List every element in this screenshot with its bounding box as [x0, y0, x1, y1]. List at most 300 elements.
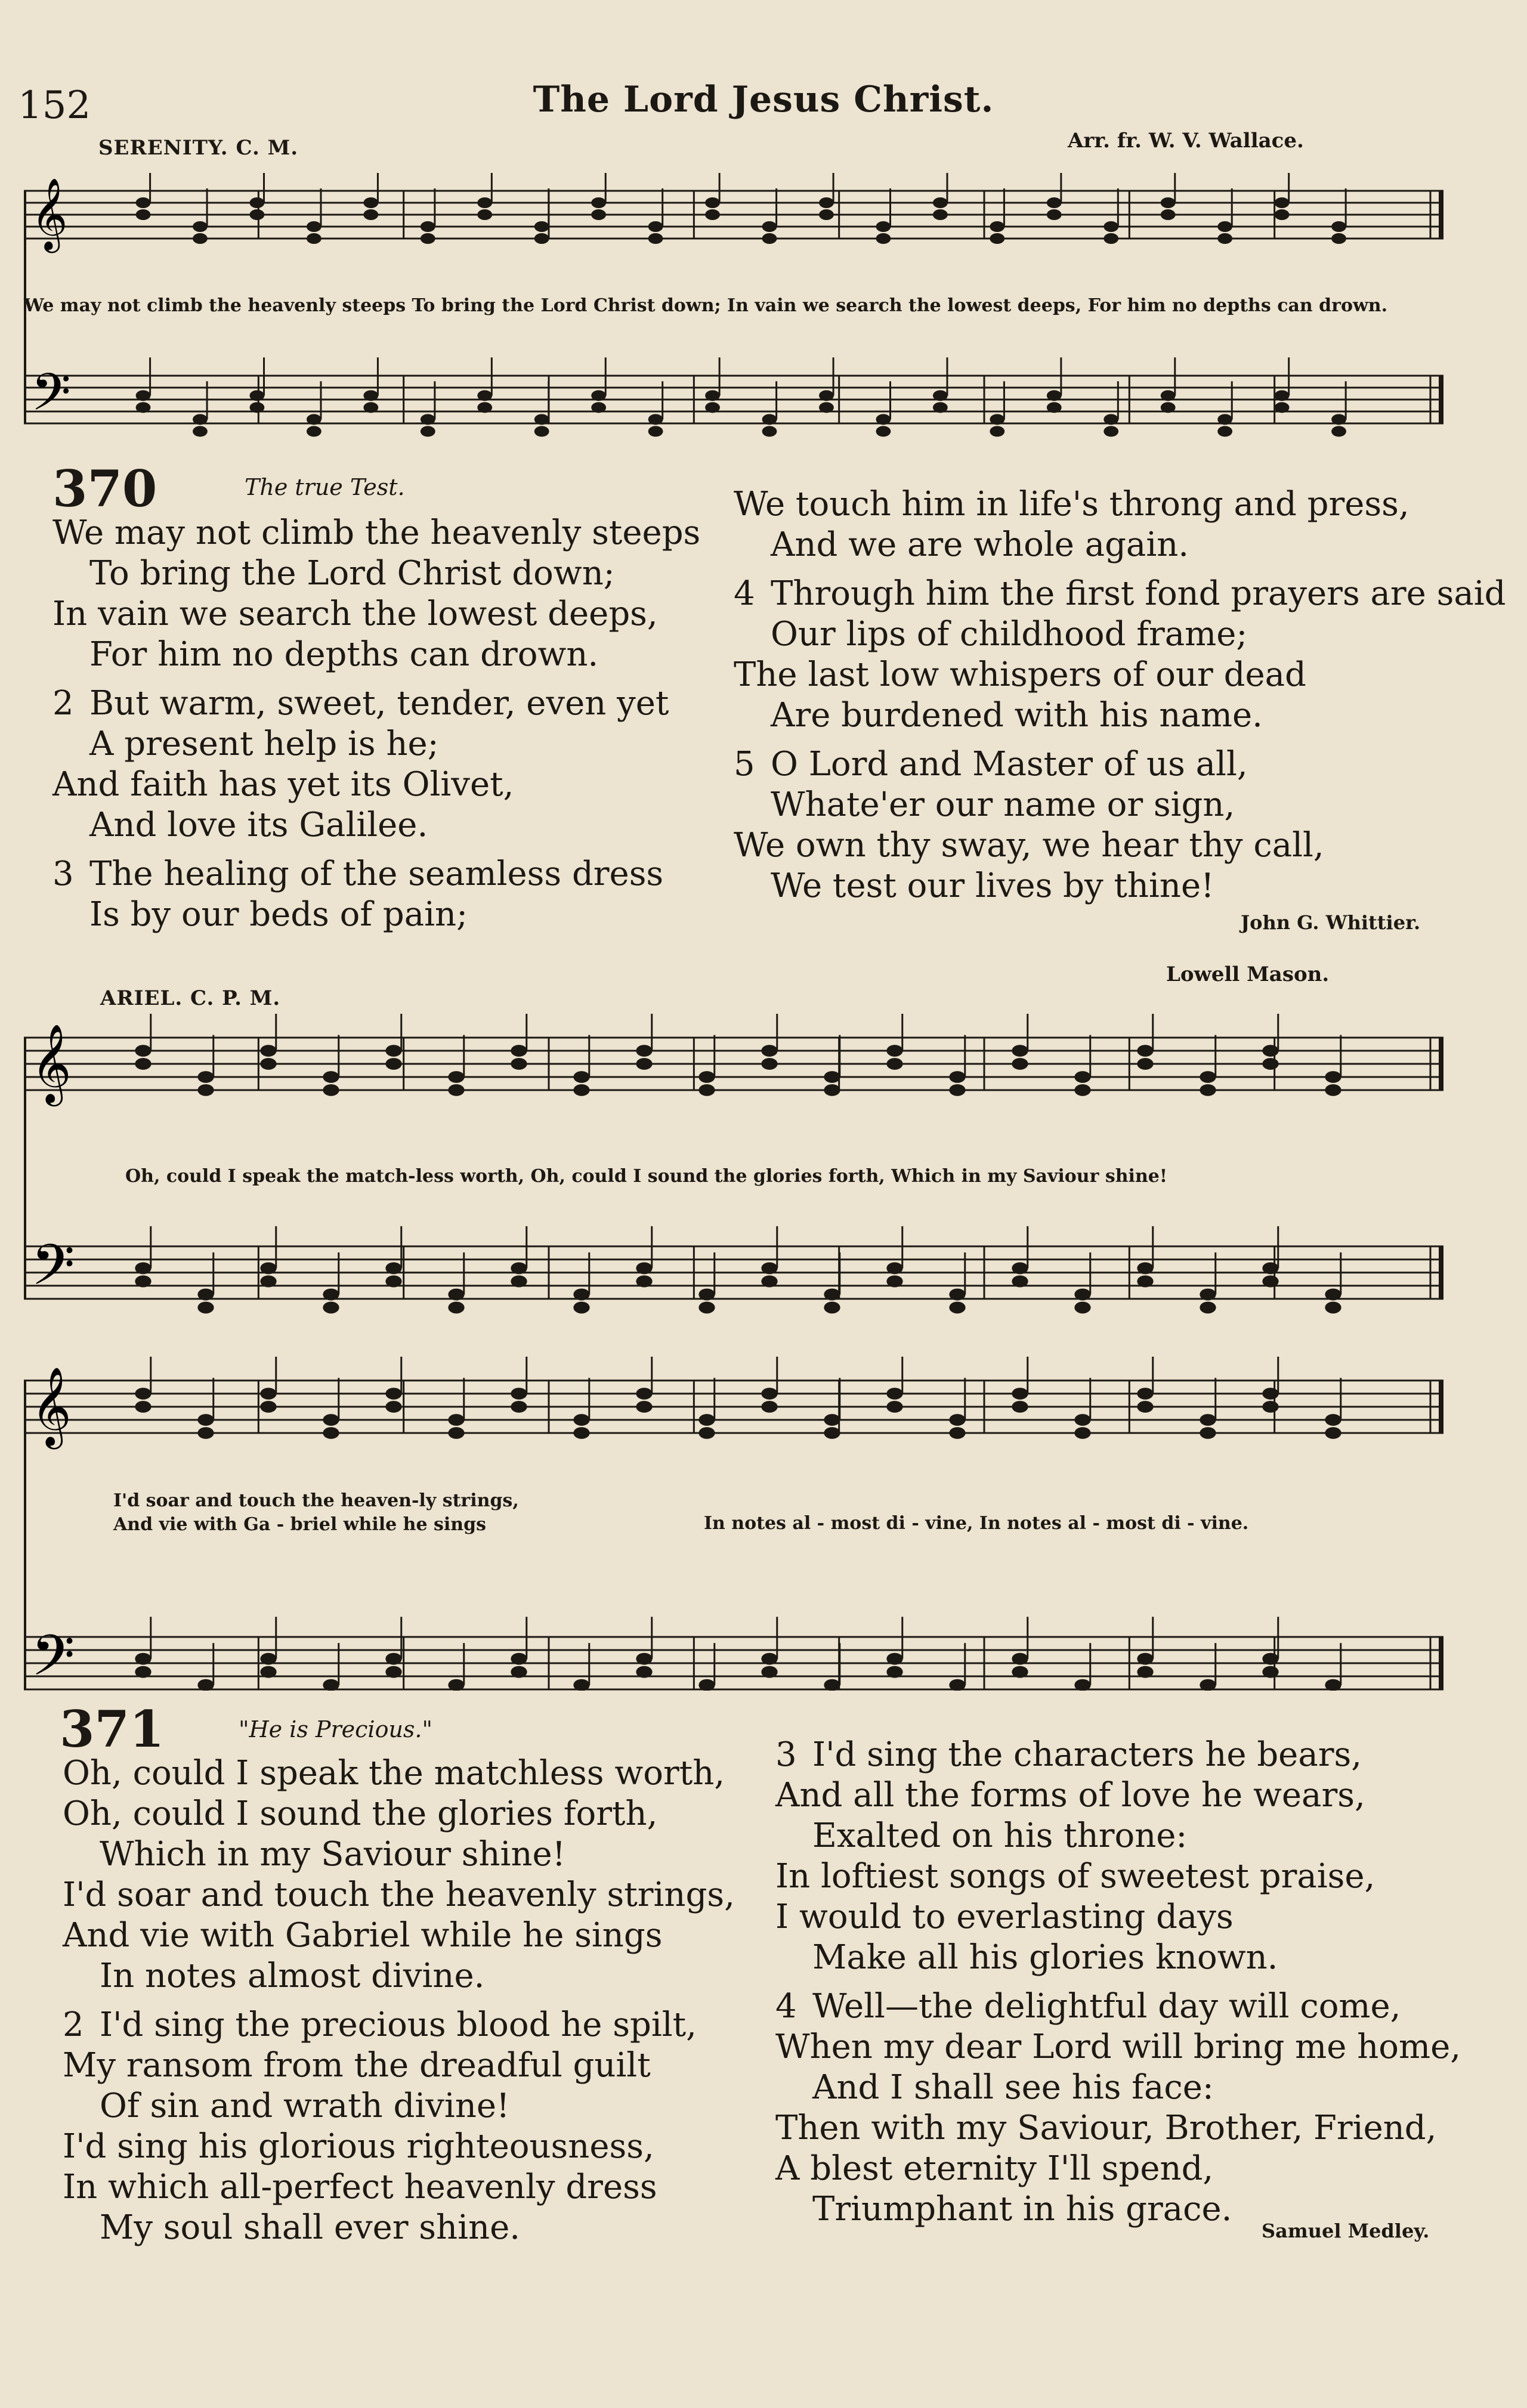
note-head [1275, 402, 1290, 413]
note-head [135, 1058, 151, 1070]
note-head [260, 1666, 276, 1678]
note-head [534, 221, 549, 232]
note-head [1325, 1289, 1341, 1301]
verse-line [734, 574, 1506, 614]
note-head [385, 1045, 401, 1057]
note-head [323, 1414, 339, 1426]
note-head [1161, 390, 1176, 401]
note-head [573, 1679, 589, 1691]
note-head [1217, 414, 1232, 425]
verse-line-text: In notes almost divine. [100, 1957, 485, 1995]
note-head [591, 209, 606, 220]
note-head [1074, 1302, 1090, 1314]
note-head [1217, 233, 1232, 244]
note-head [1047, 402, 1062, 413]
note-head [705, 209, 720, 220]
note-head [363, 390, 378, 401]
note-head [260, 1058, 276, 1070]
hymn-number-371: 371 [60, 1700, 165, 1759]
note-head [135, 1653, 151, 1665]
note-head [323, 1289, 339, 1301]
note-head [448, 1427, 464, 1439]
verse-line-text: When my dear Lord will bring me home, [775, 2028, 1461, 2066]
music-system-ariel-2 [24, 1357, 1443, 1691]
note-head [949, 1302, 965, 1314]
verse-line-text: And vie with Gabriel while he sings [63, 1916, 663, 1955]
note-head [1074, 1414, 1090, 1426]
note-head [448, 1302, 464, 1314]
verse-line [734, 484, 1506, 525]
verse-line [52, 594, 700, 635]
note-head [819, 402, 834, 413]
note-head [876, 233, 891, 244]
tune-composer-wallace: Arr. fr. W. V. Wallace. [1068, 129, 1304, 153]
note-head [323, 1302, 339, 1314]
note-head [573, 1071, 589, 1083]
note-head [762, 233, 777, 244]
tune-name-ariel: ARIEL. C. P. M. [100, 986, 281, 1010]
note-head [819, 197, 834, 208]
verse-line-text: Which in my Saviour shine! [100, 1835, 566, 1874]
note-head [1275, 197, 1290, 208]
note-head [648, 426, 663, 437]
verse-line [63, 1956, 735, 1997]
note-head [886, 1388, 902, 1400]
verse-line-text: To bring the Lord Christ down; [89, 554, 615, 593]
note-head [363, 402, 378, 413]
note-head [886, 1058, 902, 1070]
note-head [762, 426, 777, 437]
verse-line [775, 1775, 1461, 1816]
verse-line-text: For him no depths can drown. [89, 635, 599, 674]
note-head [1262, 1388, 1278, 1400]
note-head [1047, 197, 1062, 208]
note-head [876, 414, 891, 425]
note-head [363, 197, 378, 208]
note-head [1325, 1679, 1341, 1691]
note-head [307, 414, 322, 425]
verse-line [63, 1834, 735, 1875]
verse-line [734, 825, 1506, 866]
hymn-370-author: John G. Whittier. [1241, 911, 1421, 934]
note-head [591, 390, 606, 401]
note-head [1074, 1289, 1090, 1301]
note-head [1161, 209, 1176, 220]
hymn-subtitle-370: The true Test. [245, 474, 405, 500]
verse-line [775, 1816, 1461, 1856]
note-head [1262, 1058, 1278, 1070]
verse-line-text: And all the forms of love he wears, [775, 1776, 1365, 1815]
note-head [260, 1276, 276, 1287]
note-head [1275, 209, 1290, 220]
note-head [990, 414, 1004, 425]
note-head [1161, 197, 1176, 208]
verse-line [63, 2167, 735, 2208]
verse-line [63, 2127, 735, 2167]
note-head [136, 197, 151, 208]
note-head [1262, 1653, 1278, 1665]
verse-line [52, 683, 700, 724]
verse-line [775, 2108, 1461, 2149]
note-head [1325, 1302, 1341, 1314]
note-head [1103, 426, 1118, 437]
note-head [876, 221, 891, 232]
stanza-number: 3 [52, 855, 74, 893]
note-head [1325, 1427, 1341, 1439]
note-head [1137, 1058, 1153, 1070]
note-head [648, 414, 663, 425]
note-head [250, 390, 265, 401]
verse-line-text: And faith has yet its Olivet, [52, 765, 514, 804]
note-head [636, 1653, 652, 1665]
note-head [1262, 1262, 1278, 1274]
note-head [385, 1388, 401, 1400]
note-head [363, 209, 378, 220]
note-head [385, 1666, 401, 1678]
verse-line [734, 655, 1506, 695]
note-head [824, 1414, 840, 1426]
verse-line-text: Is by our beds of pain; [89, 895, 468, 934]
note-head [636, 1666, 652, 1678]
note-head [591, 197, 606, 208]
note-head [933, 390, 948, 401]
note-head [573, 1427, 589, 1439]
note-head [135, 1262, 151, 1274]
note-head [477, 209, 492, 220]
note-head [1012, 1401, 1028, 1413]
lyric-underlay-ariel-3: In notes al - most di - vine, In notes al - most di - vine. [704, 1513, 1249, 1534]
lyric-line-soar: I'd soar and touch the heaven-ly strings, [113, 1490, 519, 1511]
note-head [1275, 390, 1290, 401]
note-head [698, 1289, 715, 1301]
note-head [1262, 1401, 1278, 1413]
note-head [1103, 414, 1118, 425]
note-head [135, 1388, 151, 1400]
note-head [886, 1276, 902, 1287]
note-head [761, 1058, 777, 1070]
note-head [511, 1653, 527, 1665]
note-head [307, 221, 322, 232]
note-head [573, 1414, 589, 1426]
note-head [135, 1276, 151, 1287]
note-head [698, 1071, 715, 1083]
lyric-underlay-serenity: We may not climb the heavenly steeps To bring the Lord Christ down; In vain we search the lowest deeps, For him no depths can drown. [24, 295, 1388, 316]
note-head [761, 1666, 777, 1678]
note-head [1137, 1262, 1153, 1274]
verse-line-text: The healing of the seamless dress [89, 855, 664, 893]
note-head [1331, 233, 1346, 244]
note-head [307, 233, 322, 244]
hymn-371-right-column [775, 1726, 1461, 2230]
note-head [250, 209, 265, 220]
note-head [136, 402, 151, 413]
note-head [197, 1289, 214, 1301]
note-head [385, 1401, 401, 1413]
verse-line-text: In vain we search the lowest deeps, [52, 595, 658, 633]
hymn-371-author: Samuel Medley. [1262, 2220, 1430, 2242]
note-head [193, 426, 208, 437]
verse-line-text: Oh, could I speak the matchless worth, [63, 1754, 725, 1793]
note-head [477, 197, 492, 208]
note-head [1012, 1653, 1028, 1665]
hymn-number-370: 370 [52, 459, 157, 518]
note-head [886, 1045, 902, 1057]
note-head [949, 1084, 965, 1096]
note-head [511, 1276, 527, 1287]
verse-line-text: The last low whispers of our dead [734, 655, 1306, 694]
verse-line-text: We may not climb the heavenly steeps [52, 513, 701, 552]
note-head [636, 1388, 652, 1400]
note-head [1137, 1401, 1153, 1413]
note-head [511, 1401, 527, 1413]
verse-line [52, 724, 700, 765]
note-head [1262, 1045, 1278, 1057]
note-head [761, 1262, 777, 1274]
verse-line [775, 2067, 1461, 2108]
note-head [448, 1289, 464, 1301]
note-head [705, 197, 720, 208]
note-head [876, 426, 891, 437]
verse-line [734, 785, 1506, 825]
stanza-number: 4 [734, 574, 755, 613]
lyric-line-gabriel: And vie with Ga - briel while he sings [113, 1514, 486, 1535]
verse-line-text: Oh, could I sound the glories forth, [63, 1794, 658, 1833]
note-head [135, 1666, 151, 1678]
treble-clef-icon: 𝄞 [31, 1366, 72, 1446]
note-head [573, 1289, 589, 1301]
verse-line-text: And we are whole again. [771, 525, 1189, 564]
verse-line [52, 854, 700, 895]
note-head [534, 426, 549, 437]
note-head [477, 402, 492, 413]
note-head [1074, 1071, 1090, 1083]
note-head [477, 390, 492, 401]
verse-line [63, 1753, 735, 1794]
verse-line [63, 2005, 735, 2045]
verse-line-text: My ransom from the dreadful guilt [63, 2046, 651, 2085]
verse-line-text: We touch him in life's throng and press, [734, 485, 1409, 524]
note-head [421, 414, 435, 425]
note-head [636, 1045, 652, 1057]
note-head [762, 221, 777, 232]
note-head [197, 1414, 214, 1426]
note-head [1137, 1666, 1153, 1678]
note-head [260, 1401, 276, 1413]
note-head [1200, 1414, 1216, 1426]
verse-line-text: Well—the delightful day will come, [812, 1987, 1401, 2026]
lyric-underlay-ariel-2 [113, 1489, 519, 1537]
note-head [886, 1666, 902, 1678]
note-head [824, 1302, 840, 1314]
verse-line [63, 2045, 735, 2086]
note-head [448, 1414, 464, 1426]
verse-line [775, 1856, 1461, 1897]
note-head [260, 1045, 276, 1057]
note-head [949, 1071, 965, 1083]
verse-line-text: A present help is he; [89, 725, 439, 763]
note-head [135, 1401, 151, 1413]
verse-line [775, 1986, 1461, 2027]
music-system-serenity [24, 173, 1443, 453]
note-head [1161, 402, 1176, 413]
note-head [511, 1666, 527, 1678]
note-head [1012, 1045, 1028, 1057]
note-head [636, 1262, 652, 1274]
note-head [1137, 1653, 1153, 1665]
note-head [511, 1262, 527, 1274]
note-head [323, 1084, 339, 1096]
note-head [136, 390, 151, 401]
verse-line-text: We test our lives by thine! [771, 866, 1214, 905]
verse-line-text: I'd sing his glorious righteousness, [63, 2127, 654, 2166]
note-head [1262, 1666, 1278, 1678]
note-head [1047, 390, 1062, 401]
verse-line [52, 635, 700, 675]
verse-line-text: But warm, sweet, tender, even yet [89, 684, 669, 723]
verse-line [63, 2208, 735, 2248]
verse-line [734, 695, 1506, 736]
verse-line [52, 805, 700, 846]
verse-line-text: And love its Galilee. [89, 806, 428, 844]
note-head [193, 233, 208, 244]
note-head [1012, 1276, 1028, 1287]
note-head [193, 221, 208, 232]
note-head [1200, 1679, 1216, 1691]
lyric-underlay-ariel-1: Oh, could I speak the match-less worth, Oh, could I sound the glories forth, Which in my Saviour shine! [125, 1166, 1168, 1187]
verse-line-text: In which all-perfect heavenly dress [63, 2168, 657, 2206]
note-head [933, 402, 948, 413]
hymn-370-right-column [734, 484, 1506, 906]
note-head [636, 1401, 652, 1413]
note-head [197, 1084, 214, 1096]
note-head [511, 1388, 527, 1400]
note-head [250, 402, 265, 413]
note-head [385, 1276, 401, 1287]
note-head [1217, 221, 1232, 232]
note-head [636, 1058, 652, 1070]
tune-name-serenity: SERENITY. C. M. [98, 136, 299, 160]
running-head: The Lord Jesus Christ. [533, 79, 994, 120]
note-head [824, 1427, 840, 1439]
note-head [1137, 1276, 1153, 1287]
note-head [949, 1289, 965, 1301]
note-head [1325, 1084, 1341, 1096]
hymn-370-left-column [52, 513, 700, 935]
note-head [648, 233, 663, 244]
treble-clef-icon: 𝄞 [31, 177, 68, 250]
note-head [1200, 1289, 1216, 1301]
verse-line [52, 553, 700, 594]
note-head [886, 1653, 902, 1665]
stanza-number: 4 [775, 1987, 797, 2026]
verse-line-text: Then with my Saviour, Brother, Friend, [775, 2109, 1437, 2147]
verse-line [734, 866, 1506, 906]
note-head [1012, 1666, 1028, 1678]
note-head [136, 209, 151, 220]
note-head [636, 1276, 652, 1287]
note-head [761, 1653, 777, 1665]
note-head [260, 1653, 276, 1665]
verse-line [775, 1937, 1461, 1978]
note-head [197, 1071, 214, 1083]
bass-clef-icon: 𝄢 [31, 1232, 75, 1311]
note-head [1325, 1071, 1341, 1083]
note-head [1012, 1262, 1028, 1274]
note-head [197, 1679, 214, 1691]
note-head [511, 1058, 527, 1070]
note-head [421, 221, 435, 232]
note-head [573, 1084, 589, 1096]
note-head [824, 1084, 840, 1096]
verse-line [734, 744, 1506, 785]
verse-line-text: I'd sing the characters he bears, [812, 1735, 1362, 1774]
note-head [1262, 1276, 1278, 1287]
note-head [448, 1679, 464, 1691]
verse-line-text: Make all his glories known. [812, 1938, 1278, 1977]
note-head [949, 1427, 965, 1439]
note-head [1137, 1045, 1153, 1057]
note-head [1217, 426, 1232, 437]
note-head [1012, 1388, 1028, 1400]
note-head [990, 221, 1004, 232]
note-head [448, 1084, 464, 1096]
verse-line-text: O Lord and Master of us all, [771, 745, 1248, 784]
verse-line-text: I'd sing the precious blood he spilt, [100, 2005, 697, 2044]
note-head [323, 1427, 339, 1439]
note-head [1200, 1084, 1216, 1096]
note-head [933, 209, 948, 220]
note-head [591, 402, 606, 413]
note-head [385, 1653, 401, 1665]
verse-line [52, 895, 700, 935]
verse-line [63, 1915, 735, 1956]
note-head [193, 414, 208, 425]
bass-clef-icon: 𝄢 [31, 362, 71, 435]
note-head [1200, 1427, 1216, 1439]
note-head [1047, 209, 1062, 220]
note-head [1012, 1058, 1028, 1070]
note-head [421, 233, 435, 244]
verse-line-text: Through him the first fond prayers are said [771, 574, 1506, 613]
note-head [1074, 1427, 1090, 1439]
verse-line [775, 1897, 1461, 1937]
music-system-ariel-1 [24, 1014, 1443, 1336]
note-head [819, 390, 834, 401]
note-head [824, 1289, 840, 1301]
note-head [648, 221, 663, 232]
hymn-subtitle-371: "He is Precious." [239, 1716, 432, 1742]
note-head [534, 233, 549, 244]
verse-line-text: Exalted on his throne: [812, 1816, 1188, 1855]
note-head [933, 197, 948, 208]
note-head [260, 1262, 276, 1274]
note-head [698, 1414, 715, 1426]
note-head [761, 1388, 777, 1400]
note-head [762, 414, 777, 425]
note-head [1074, 1084, 1090, 1096]
note-head [886, 1401, 902, 1413]
note-head [705, 390, 720, 401]
note-head [698, 1084, 715, 1096]
note-head [819, 209, 834, 220]
note-head [1200, 1071, 1216, 1083]
verse-line-text: A blest eternity I'll spend, [775, 2149, 1214, 2188]
verse-line-text: Are burdened with his name. [771, 696, 1263, 735]
stanza-number: 2 [52, 684, 74, 723]
note-head [197, 1302, 214, 1314]
note-head [761, 1045, 777, 1057]
stanza-number: 2 [63, 2005, 84, 2044]
